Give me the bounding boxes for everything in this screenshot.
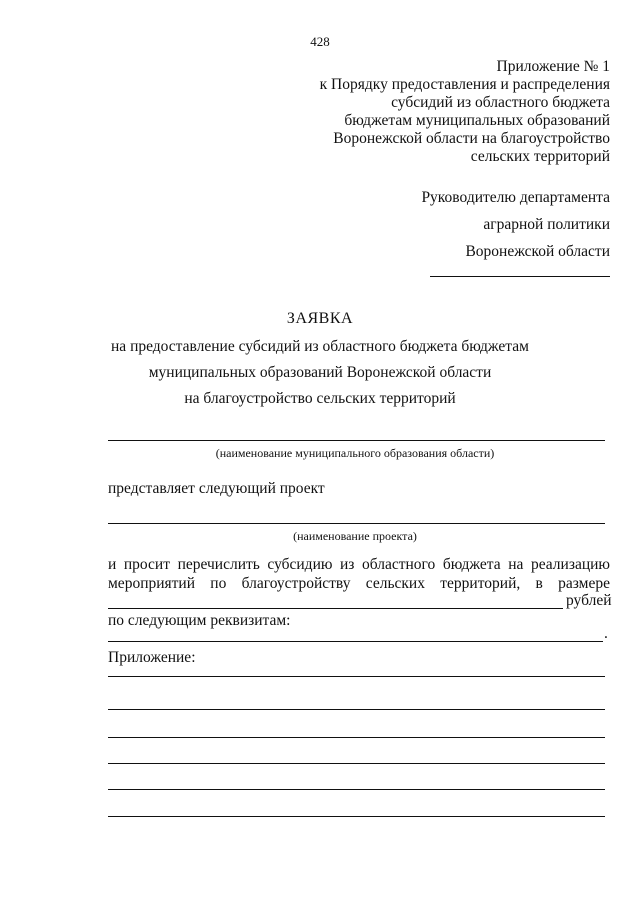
- attachment-label: Приложение:: [108, 649, 196, 666]
- subtitle-line: муниципальных образований Воронежской области: [148, 364, 492, 381]
- addressee-line: аграрной политики: [483, 216, 610, 233]
- amount-line[interactable]: [108, 608, 563, 609]
- currency-label: рублей: [566, 592, 612, 609]
- appendix-line: сельских территорий: [470, 148, 610, 165]
- attachment-line[interactable]: [108, 709, 605, 710]
- details-line[interactable]: [108, 641, 603, 642]
- municipality-name-line[interactable]: [108, 440, 605, 441]
- page-number: 428: [310, 34, 330, 49]
- appendix-line: субсидий из областного бюджета: [391, 94, 610, 111]
- appendix-block: [320, 58, 610, 166]
- details-label: по следующим реквизитам:: [108, 612, 291, 629]
- attachment-line[interactable]: [108, 816, 605, 817]
- appendix-line: к Порядку предоставления и распределения: [319, 76, 610, 93]
- application-title: ЗАЯВКА: [286, 310, 354, 327]
- request-line-2: мероприятий по благоустройству сельских территорий, в размере: [108, 575, 610, 592]
- attachment-line[interactable]: [108, 763, 605, 764]
- attachment-line[interactable]: [108, 676, 605, 677]
- addressee-line: Руководителю департамента: [421, 189, 610, 206]
- signature-line: [430, 276, 610, 277]
- project-caption: (наименование проекта): [293, 529, 417, 543]
- details-end-dot: .: [604, 625, 608, 642]
- subtitle-line: на предоставление субсидий из областного бюджета бюджетам: [111, 338, 529, 355]
- application-subtitle: [0, 334, 640, 412]
- attachment-line[interactable]: [108, 789, 605, 790]
- project-name-line[interactable]: [108, 523, 605, 524]
- attachment-line[interactable]: [108, 737, 605, 738]
- appendix-line: бюджетам муниципальных образований: [344, 112, 610, 129]
- appendix-line: Приложение № 1: [496, 58, 610, 75]
- appendix-line: Воронежской области на благоустройство: [333, 130, 610, 147]
- subtitle-line: на благоустройство сельских территорий: [184, 390, 456, 407]
- addressee-line: Воронежской области: [465, 243, 610, 260]
- presents-text: представляет следующий проект: [108, 480, 325, 497]
- addressee-block: [421, 184, 610, 265]
- municipality-caption: (наименование муниципального образования области): [215, 446, 495, 460]
- request-line-1: и просит перечислить субсидию из областного бюджета на реализацию: [108, 556, 610, 573]
